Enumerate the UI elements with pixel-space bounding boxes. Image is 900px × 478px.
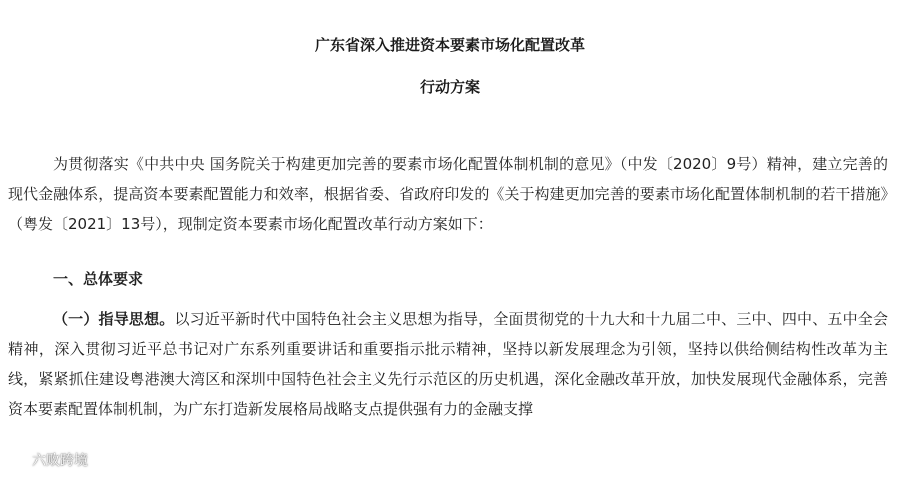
watermark xyxy=(8,450,88,470)
document-title: 广东省深入推进资本要素市场化配置改革 xyxy=(314,36,585,54)
guiding-ideology-paragraph xyxy=(8,304,888,424)
section-heading: 一、总体要求 xyxy=(53,270,144,288)
subsection-text: 以习近平新时代中国特色社会主义思想为指导，全面贯彻党的十九大和十九届二中、三中、四中、五中全会精神，深入贯彻习近平总书记对广东系列重要讲话和重要指示批示精神，坚持以新发展理念为引领，坚持以供给侧结构性改革为主线，紧紧抓住建设粤港澳大湾区和深圳中国特色社会主义先行示范区的历史机遇，深化金融改革开放，加快发展现代金融体系，完善资本要素配置体制机制，为广东打造新发展格局战略支点提供强有力的金融支撑 xyxy=(8,310,888,418)
subsection-label: （一）指导思想。 xyxy=(53,310,175,328)
intro-paragraph: 为贯彻落实《中共中央 国务院关于构建更加完善的要素市场化配置体制机制的意见》（中发〔2020〕9号）精神，建立完善的现代金融体系，提高资本要素配置能力和效率，根据省委、省政府印发的《关于构建更加完善的要素市场化配置体制机制的若干措施》（粤发〔2021〕13号），现制定资本要素市场化配置改革行动方案如下： xyxy=(8,155,888,233)
document-subtitle: 行动方案 xyxy=(419,78,480,96)
brand-logo-icon xyxy=(8,452,28,468)
watermark-text: 六败跨境 xyxy=(32,453,88,469)
